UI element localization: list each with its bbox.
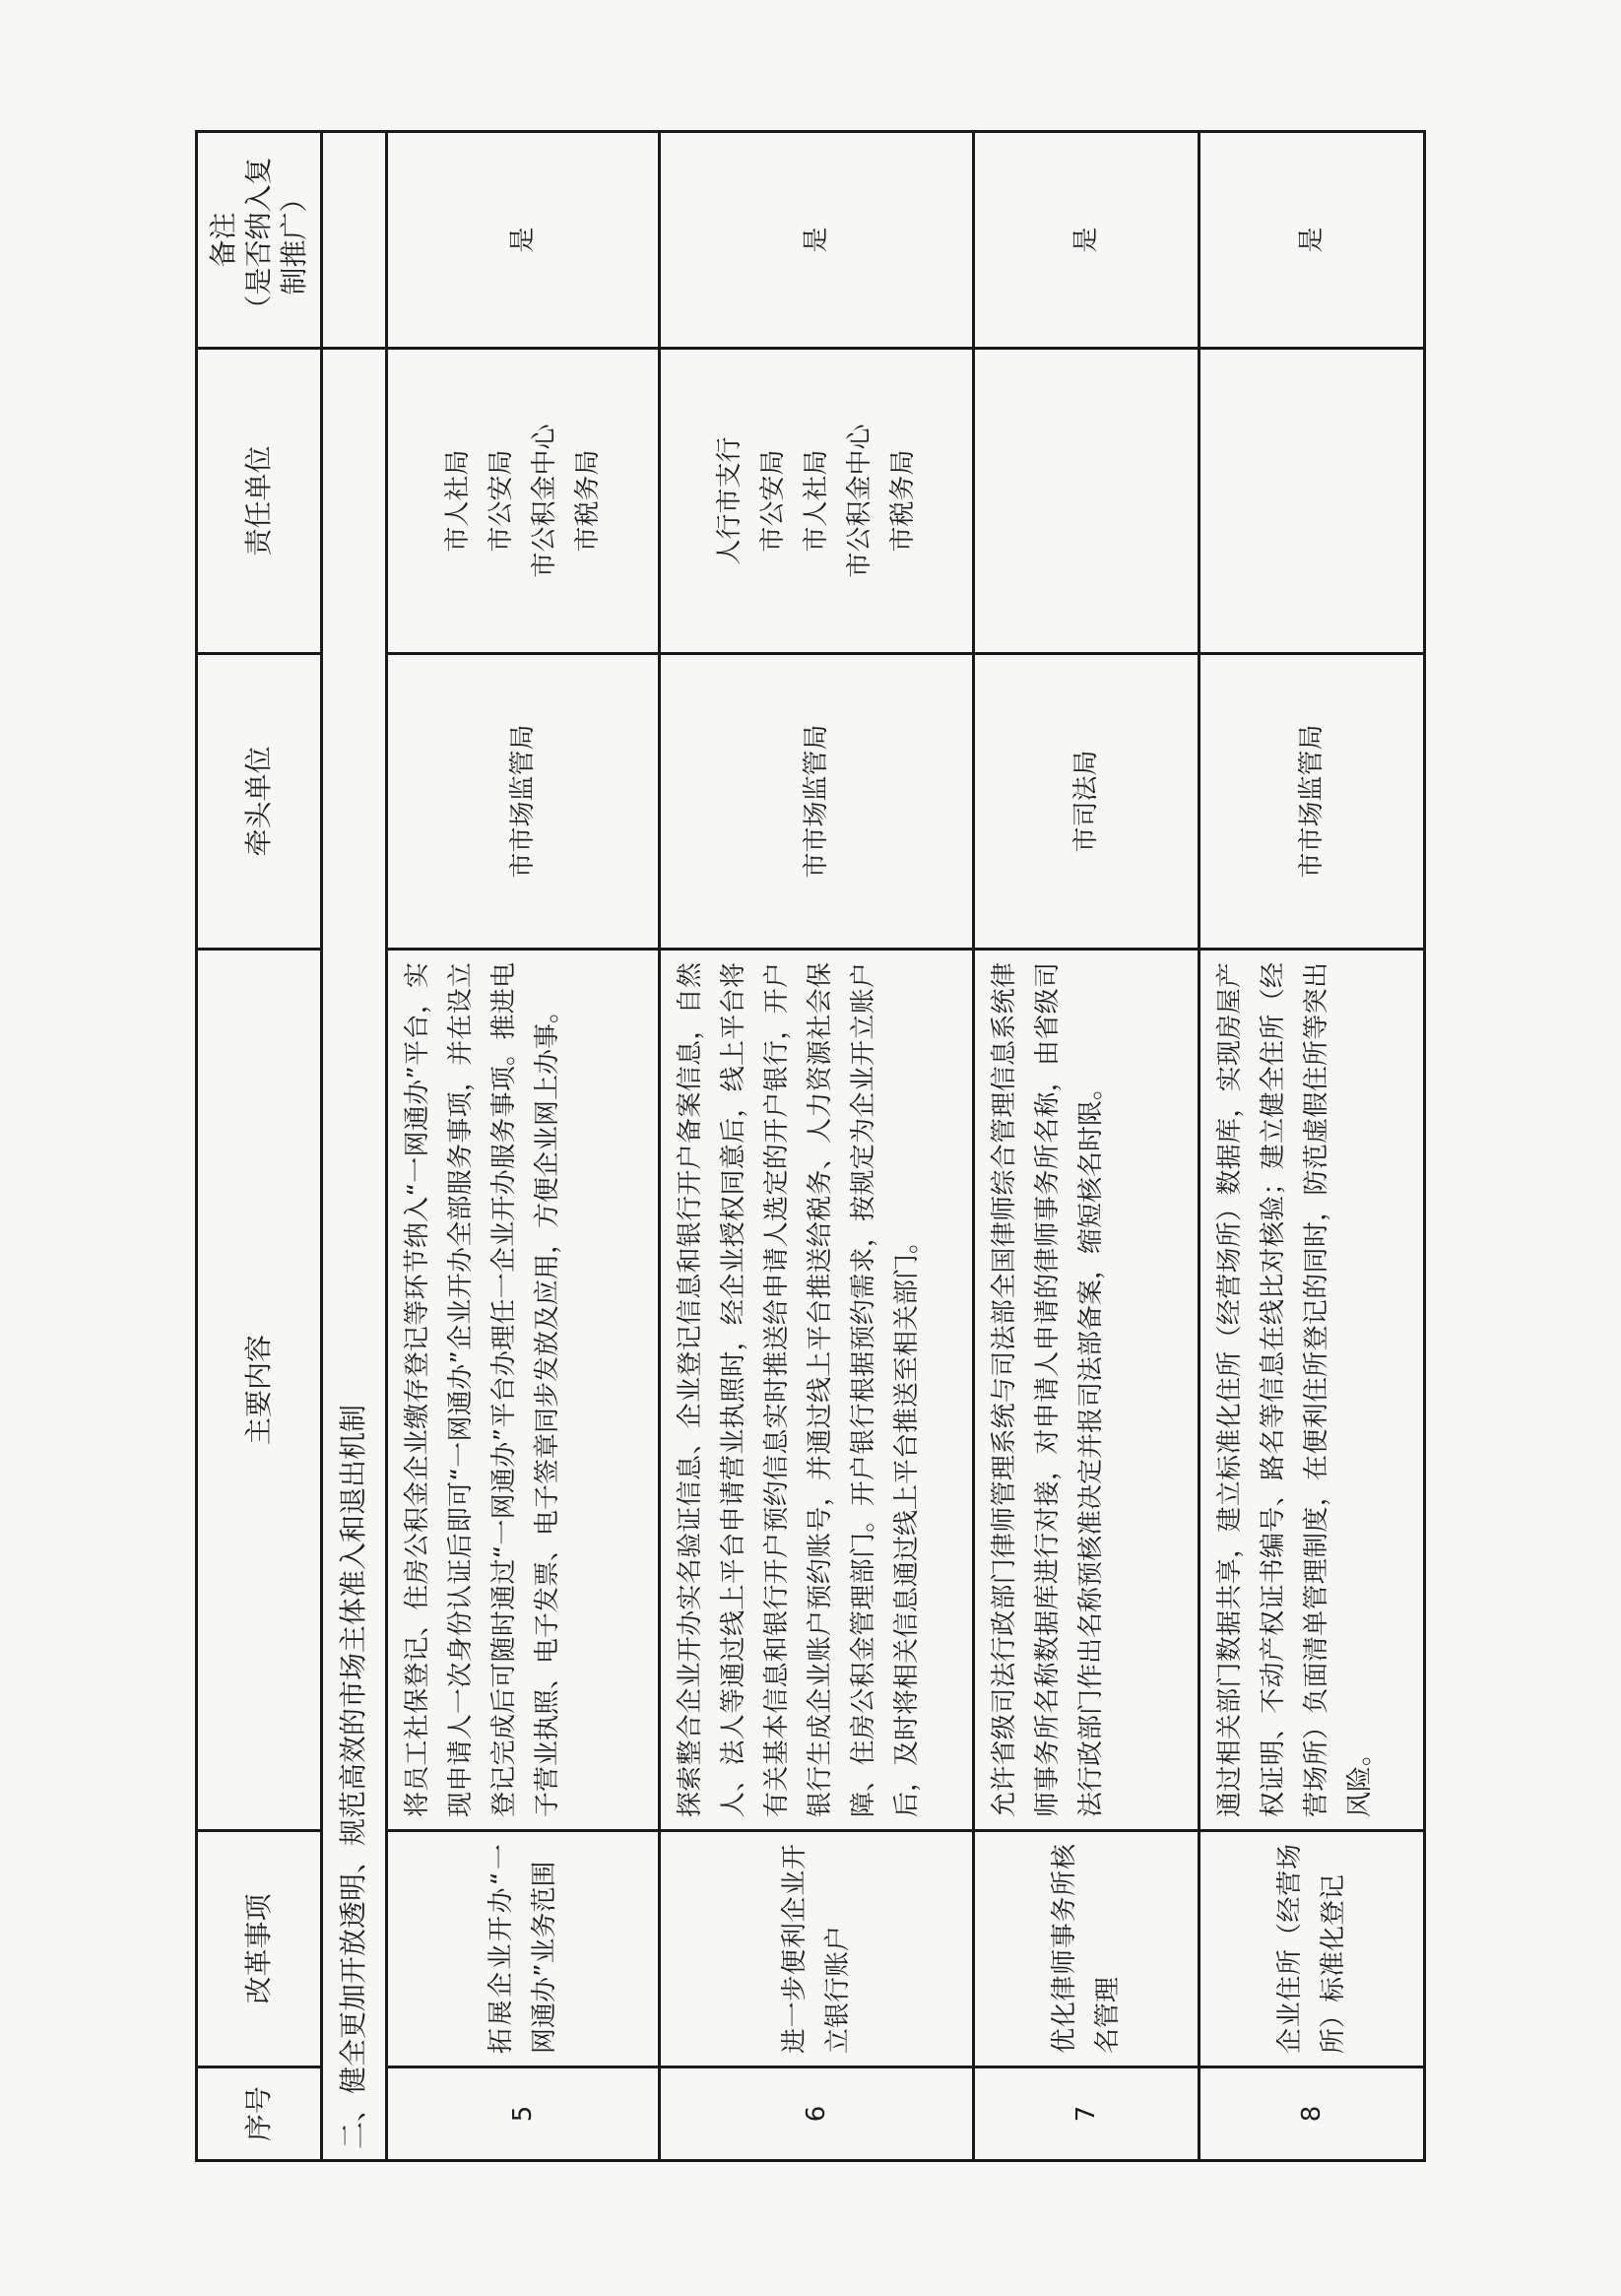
row-note: 是 bbox=[1200, 132, 1425, 349]
row-item: 优化律师事务所核名管理 bbox=[974, 1831, 1200, 2067]
row-item: 拓展企业开办“一网通办”业务范围 bbox=[386, 1831, 659, 2067]
row-seq: 6 bbox=[659, 2067, 973, 2161]
row-resp bbox=[974, 349, 1200, 654]
rotated-page bbox=[195, 133, 1426, 2162]
table-row bbox=[659, 132, 973, 2161]
row-seq: 7 bbox=[974, 2067, 1200, 2161]
row-resp: 市人社局 市公安局 市公积金中心 市税务局 bbox=[386, 349, 659, 654]
row-lead: 市市场监管局 bbox=[1200, 654, 1425, 950]
row-note: 是 bbox=[974, 132, 1200, 349]
row-note: 是 bbox=[659, 132, 973, 349]
header-resp: 责任单位 bbox=[197, 349, 322, 654]
row-content: 将员工社保登记、住房公积金企业缴存登记等环节纳入“一网通办”平台，实现申请人一次身份认证后即可“一网通办”企业开办全部服务事项，并在设立登记完成后可随时通过“一网通办”平台办理任一企业开办服务事项。推进电子营业执照、电子发票、电子签章同步发放及应用，方便企业网上办事。 bbox=[386, 950, 659, 1831]
header-content: 主要内容 bbox=[197, 950, 322, 1831]
section-note-empty bbox=[321, 132, 386, 349]
table-row bbox=[386, 132, 659, 2161]
table-row bbox=[974, 132, 1200, 2161]
table-row bbox=[1200, 132, 1425, 2161]
row-resp bbox=[1200, 349, 1425, 654]
header-note: 备注 （是否纳入复制推广） bbox=[197, 132, 322, 349]
row-lead: 市市场监管局 bbox=[386, 654, 659, 950]
row-seq: 8 bbox=[1200, 2067, 1425, 2161]
row-seq: 5 bbox=[386, 2067, 659, 2161]
section-title: 二、健全更加开放透明、规范高效的市场主体准入和退出机制 bbox=[321, 349, 386, 2161]
header-item: 改革事项 bbox=[197, 1831, 322, 2067]
row-item: 企业住所（经营场所）标准化登记 bbox=[1200, 1831, 1425, 2067]
row-lead: 市司法局 bbox=[974, 654, 1200, 950]
reform-table bbox=[195, 130, 1426, 2162]
row-content: 探索整合企业开办实名验证信息、企业登记信息和银行开户备案信息，自然人、法人等通过线上平台申请营业执照时，经企业授权同意后，线上平台将有关基本信息和银行开户预约信息实时推送给申请人选定的开户银行，开户银行生成企业账户预约账号，并通过线上平台推送给税务、人力资源社会保障、住房公积金管理部门。开户银行根据预约需求，按规定为企业开立账户后，及时将相关信息通过线上平台推送至相关部门。 bbox=[659, 950, 973, 1831]
header-seq: 序号 bbox=[197, 2067, 322, 2161]
header-row bbox=[197, 132, 322, 2161]
row-content: 通过相关部门数据共享，建立标准化住所（经营场所）数据库，实现房屋产权证明、不动产权证书编号、路名等信息在线比对核验；建立健全住所（经营场所）负面清单管理制度，在便利住所登记的同时，防范虚假住所等突出风险。 bbox=[1200, 950, 1425, 1831]
row-note: 是 bbox=[386, 132, 659, 349]
header-lead: 牵头单位 bbox=[197, 654, 322, 950]
row-item: 进一步便利企业开立银行账户 bbox=[659, 1831, 973, 2067]
section-row bbox=[321, 132, 386, 2161]
row-resp: 人行市支行 市公安局 市人社局 市公积金中心 市税务局 bbox=[659, 349, 973, 654]
row-lead: 市市场监管局 bbox=[659, 654, 973, 950]
row-content: 允许省级司法行政部门律师管理系统与司法部全国律师综合管理信息系统律师事务所名称数据库进行对接，对申请人申请的律师事务所名称，由省级司法行政部门作出名称预核准决定并报司法部备案，缩短核名时限。 bbox=[974, 950, 1200, 1831]
